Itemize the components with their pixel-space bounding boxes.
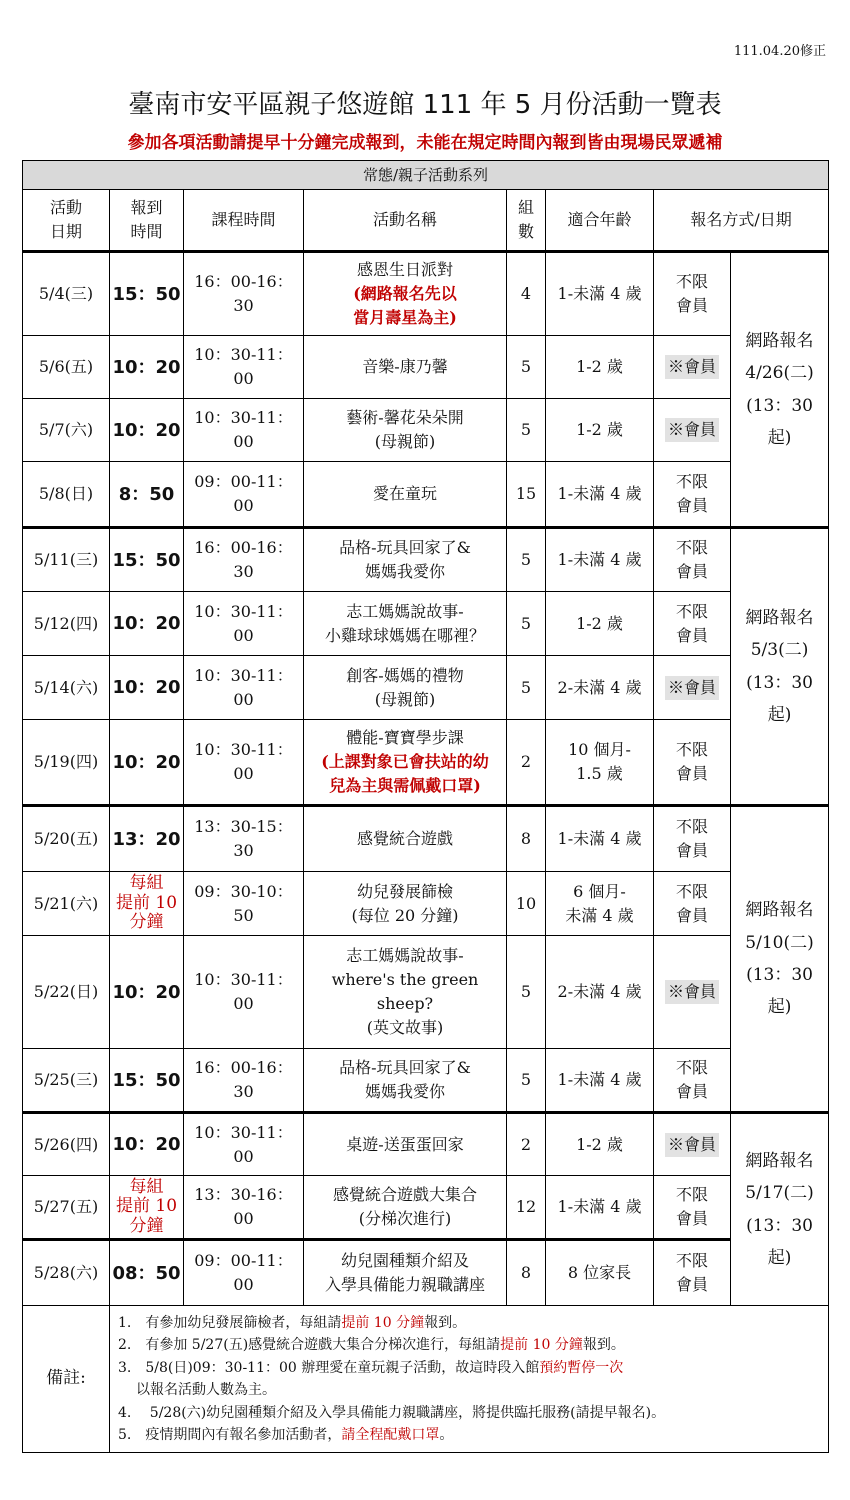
member-type: 不限 會員 xyxy=(654,252,731,336)
age-range: 6 個月- 未滿 4 歲 xyxy=(546,872,654,936)
activity-name: 音樂-康乃馨 xyxy=(304,336,507,399)
member-type: ※會員 xyxy=(654,656,731,720)
activity-date: 5/27(五) xyxy=(23,1176,110,1240)
checkin-time: 08：50 xyxy=(110,1240,184,1306)
note-line: 5. 疫情期間內有報名參加活動者，請全程配戴口罩。 xyxy=(118,1426,454,1443)
activity-name: 品格-玩具回家了& 媽媽我愛你 xyxy=(304,1049,507,1113)
checkin-time: 15：50 xyxy=(110,528,184,592)
checkin-time: 15：50 xyxy=(110,252,184,336)
activity-name: 志工媽媽說故事- 小雞球球媽媽在哪裡？ xyxy=(304,592,507,656)
activity-date: 5/21(六) xyxy=(23,872,110,936)
col-header-class-time: 課程時間 xyxy=(184,190,304,252)
member-type: ※會員 xyxy=(654,1113,731,1176)
activity-name: 幼兒園種類介紹及 入學具備能力親職講座 xyxy=(304,1240,507,1306)
group-count: 5 xyxy=(507,1049,546,1113)
notes-label: 備註: xyxy=(23,1306,110,1453)
activity-name: 桌遊-送蛋蛋回家 xyxy=(304,1113,507,1176)
activity-date: 5/7(六) xyxy=(23,399,110,462)
activity-date: 5/25(三) xyxy=(23,1049,110,1113)
activity-name: 感恩生日派對 (網路報名先以 當月壽星為主) xyxy=(304,252,507,336)
table-row xyxy=(23,336,829,399)
age-range: 1-未滿 4 歲 xyxy=(546,806,654,872)
checkin-time: 10：20 xyxy=(110,592,184,656)
age-range: 8 位家長 xyxy=(546,1240,654,1306)
checkin-time: 10：20 xyxy=(110,936,184,1049)
group-count: 8 xyxy=(507,1240,546,1306)
checkin-time: 每組 提前 10 分鐘 xyxy=(110,872,184,936)
member-type: 不限 會員 xyxy=(654,872,731,936)
table-row xyxy=(23,528,829,592)
class-time: 10：30-11：00 xyxy=(184,656,304,720)
col-header-activity: 活動名稱 xyxy=(304,190,507,252)
age-range: 2-未滿 4 歲 xyxy=(546,936,654,1049)
member-type: ※會員 xyxy=(654,336,731,399)
checkin-time: 13：20 xyxy=(110,806,184,872)
checkin-time: 10：20 xyxy=(110,1113,184,1176)
activity-table xyxy=(22,160,829,1453)
age-range: 1-未滿 4 歲 xyxy=(546,462,654,528)
group-count: 10 xyxy=(507,872,546,936)
class-time: 10：30-11：00 xyxy=(184,399,304,462)
checkin-time: 每組 提前 10 分鐘 xyxy=(110,1176,184,1240)
col-header-checkin: 報到 時間 xyxy=(110,190,184,252)
note-line: 3. 5/8(日)09：30-11：00 辦理愛在童玩親子活動，故這時段入館預約暫停一次 xyxy=(118,1359,624,1376)
class-time: 10：30-11：00 xyxy=(184,336,304,399)
activity-name: 感覺統合遊戲大集合 (分梯次進行) xyxy=(304,1176,507,1240)
activity-name: 藝術-馨花朵朵開 (母親節) xyxy=(304,399,507,462)
group-count: 8 xyxy=(507,806,546,872)
activity-name: 體能-寶寶學步課 (上課對象已會扶站的幼 兒為主與需佩戴口罩) xyxy=(304,720,507,806)
age-range: 10 個月- 1.5 歲 xyxy=(546,720,654,806)
class-time: 09：00-11：00 xyxy=(184,1240,304,1306)
table-row xyxy=(23,462,829,528)
group-count: 12 xyxy=(507,1176,546,1240)
activity-name: 品格-玩具回家了& 媽媽我愛你 xyxy=(304,528,507,592)
class-time: 10：30-11：00 xyxy=(184,936,304,1049)
class-time: 16：00-16：30 xyxy=(184,528,304,592)
note-line: 1. 有參加幼兒發展篩檢者，每組請提前 10 分鐘報到。 xyxy=(118,1315,467,1331)
activity-name: 感覺統合遊戲 xyxy=(304,806,507,872)
notes-content xyxy=(110,1306,829,1453)
group-count: 2 xyxy=(507,720,546,806)
table-row xyxy=(23,399,829,462)
col-header-age: 適合年齡 xyxy=(546,190,654,252)
activity-date: 5/4(三) xyxy=(23,252,110,336)
note-line: 4. 5/28(六)幼兒園種類介紹及入學具備能力親職講座，將提供臨托服務(請提早報名)。 xyxy=(118,1404,666,1421)
member-type: 不限 會員 xyxy=(654,806,731,872)
member-type: 不限 會員 xyxy=(654,528,731,592)
col-header-signup: 報名方式/日期 xyxy=(654,190,829,252)
checkin-time: 10：20 xyxy=(110,656,184,720)
age-range: 1-未滿 4 歲 xyxy=(546,252,654,336)
class-time: 16：00-16：30 xyxy=(184,252,304,336)
table-row xyxy=(23,1049,829,1113)
member-type: 不限 會員 xyxy=(654,720,731,806)
group-count: 5 xyxy=(507,399,546,462)
group-count: 5 xyxy=(507,936,546,1049)
age-range: 1-未滿 4 歲 xyxy=(546,528,654,592)
activity-date: 5/8(日) xyxy=(23,462,110,528)
table-header-row xyxy=(23,190,829,252)
age-range: 1-未滿 4 歲 xyxy=(546,1176,654,1240)
activity-date: 5/12(四) xyxy=(23,592,110,656)
table-row xyxy=(23,1240,829,1306)
age-range: 1-2 歲 xyxy=(546,336,654,399)
activity-name: 愛在童玩 xyxy=(304,462,507,528)
page-title: 臺南市安平區親子悠遊館 111 年 5 月份活動一覽表 xyxy=(128,90,722,120)
table-row xyxy=(23,1176,829,1240)
signup-date: 網路報名 5/17(二) (13：30 起) xyxy=(731,1113,829,1306)
activity-name: 幼兒發展篩檢 (每位 20 分鐘) xyxy=(304,872,507,936)
table-row xyxy=(23,592,829,656)
class-time: 13：30-15：30 xyxy=(184,806,304,872)
signup-date: 網路報名 4/26(二) (13：30 起) xyxy=(731,252,829,528)
group-count: 5 xyxy=(507,528,546,592)
activity-name: 志工媽媽說故事- where's the green sheep? (英文故事) xyxy=(304,936,507,1049)
group-count: 5 xyxy=(507,592,546,656)
table-row xyxy=(23,656,829,720)
member-type: 不限 會員 xyxy=(654,1240,731,1306)
col-header-date: 活動 日期 xyxy=(23,190,110,252)
note-line: 以報名活動人數為主。 xyxy=(136,1382,276,1399)
checkin-time: 8：50 xyxy=(110,462,184,528)
revision-date: 111.04.20修正 xyxy=(733,44,826,59)
checkin-notice: 參加各項活動請提早十分鐘完成報到，未能在規定時間內報到皆由現場民眾遞補 xyxy=(127,133,723,153)
table-row xyxy=(23,720,829,806)
activity-date: 5/26(四) xyxy=(23,1113,110,1176)
checkin-time: 10：20 xyxy=(110,720,184,806)
table-row xyxy=(23,252,829,336)
activity-name: 創客-媽媽的禮物 (母親節) xyxy=(304,656,507,720)
activity-date: 5/6(五) xyxy=(23,336,110,399)
checkin-time: 15：50 xyxy=(110,1049,184,1113)
group-count: 5 xyxy=(507,656,546,720)
activity-date: 5/11(三) xyxy=(23,528,110,592)
activity-date: 5/14(六) xyxy=(23,656,110,720)
checkin-time: 10：20 xyxy=(110,399,184,462)
group-count: 2 xyxy=(507,1113,546,1176)
class-time: 09：30-10：50 xyxy=(184,872,304,936)
age-range: 2-未滿 4 歲 xyxy=(546,656,654,720)
member-type: 不限 會員 xyxy=(654,592,731,656)
signup-date: 網路報名 5/10(二) (13：30 起) xyxy=(731,806,829,1113)
class-time: 09：00-11：00 xyxy=(184,462,304,528)
activity-date: 5/20(五) xyxy=(23,806,110,872)
col-header-groups: 組 數 xyxy=(507,190,546,252)
member-type: 不限 會員 xyxy=(654,462,731,528)
class-time: 13：30-16：00 xyxy=(184,1176,304,1240)
age-range: 1-2 歲 xyxy=(546,399,654,462)
activity-date: 5/19(四) xyxy=(23,720,110,806)
section-header: 常態/親子活動系列 xyxy=(23,161,829,190)
class-time: 16：00-16：30 xyxy=(184,1049,304,1113)
table-row xyxy=(23,1113,829,1176)
member-type: 不限 會員 xyxy=(654,1049,731,1113)
group-count: 15 xyxy=(507,462,546,528)
class-time: 10：30-11：00 xyxy=(184,720,304,806)
group-count: 5 xyxy=(507,336,546,399)
group-count: 4 xyxy=(507,252,546,336)
checkin-time: 10：20 xyxy=(110,336,184,399)
age-range: 1-2 歲 xyxy=(546,592,654,656)
member-type: ※會員 xyxy=(654,399,731,462)
member-type: ※會員 xyxy=(654,936,731,1049)
class-time: 10：30-11：00 xyxy=(184,1113,304,1176)
age-range: 1-未滿 4 歲 xyxy=(546,1049,654,1113)
notes-row xyxy=(23,1306,829,1453)
class-time: 10：30-11：00 xyxy=(184,592,304,656)
note-line: 2. 有參加 5/27(五)感覺統合遊戲大集合分梯次進行，每組請提前 10 分鐘報到。 xyxy=(118,1337,625,1354)
signup-date: 網路報名 5/3(二) (13：30 起) xyxy=(731,528,829,806)
table-row xyxy=(23,872,829,936)
age-range: 1-2 歲 xyxy=(546,1113,654,1176)
activity-date: 5/22(日) xyxy=(23,936,110,1049)
table-row xyxy=(23,806,829,872)
member-type: 不限 會員 xyxy=(654,1176,731,1240)
table-row xyxy=(23,936,829,1049)
activity-date: 5/28(六) xyxy=(23,1240,110,1306)
